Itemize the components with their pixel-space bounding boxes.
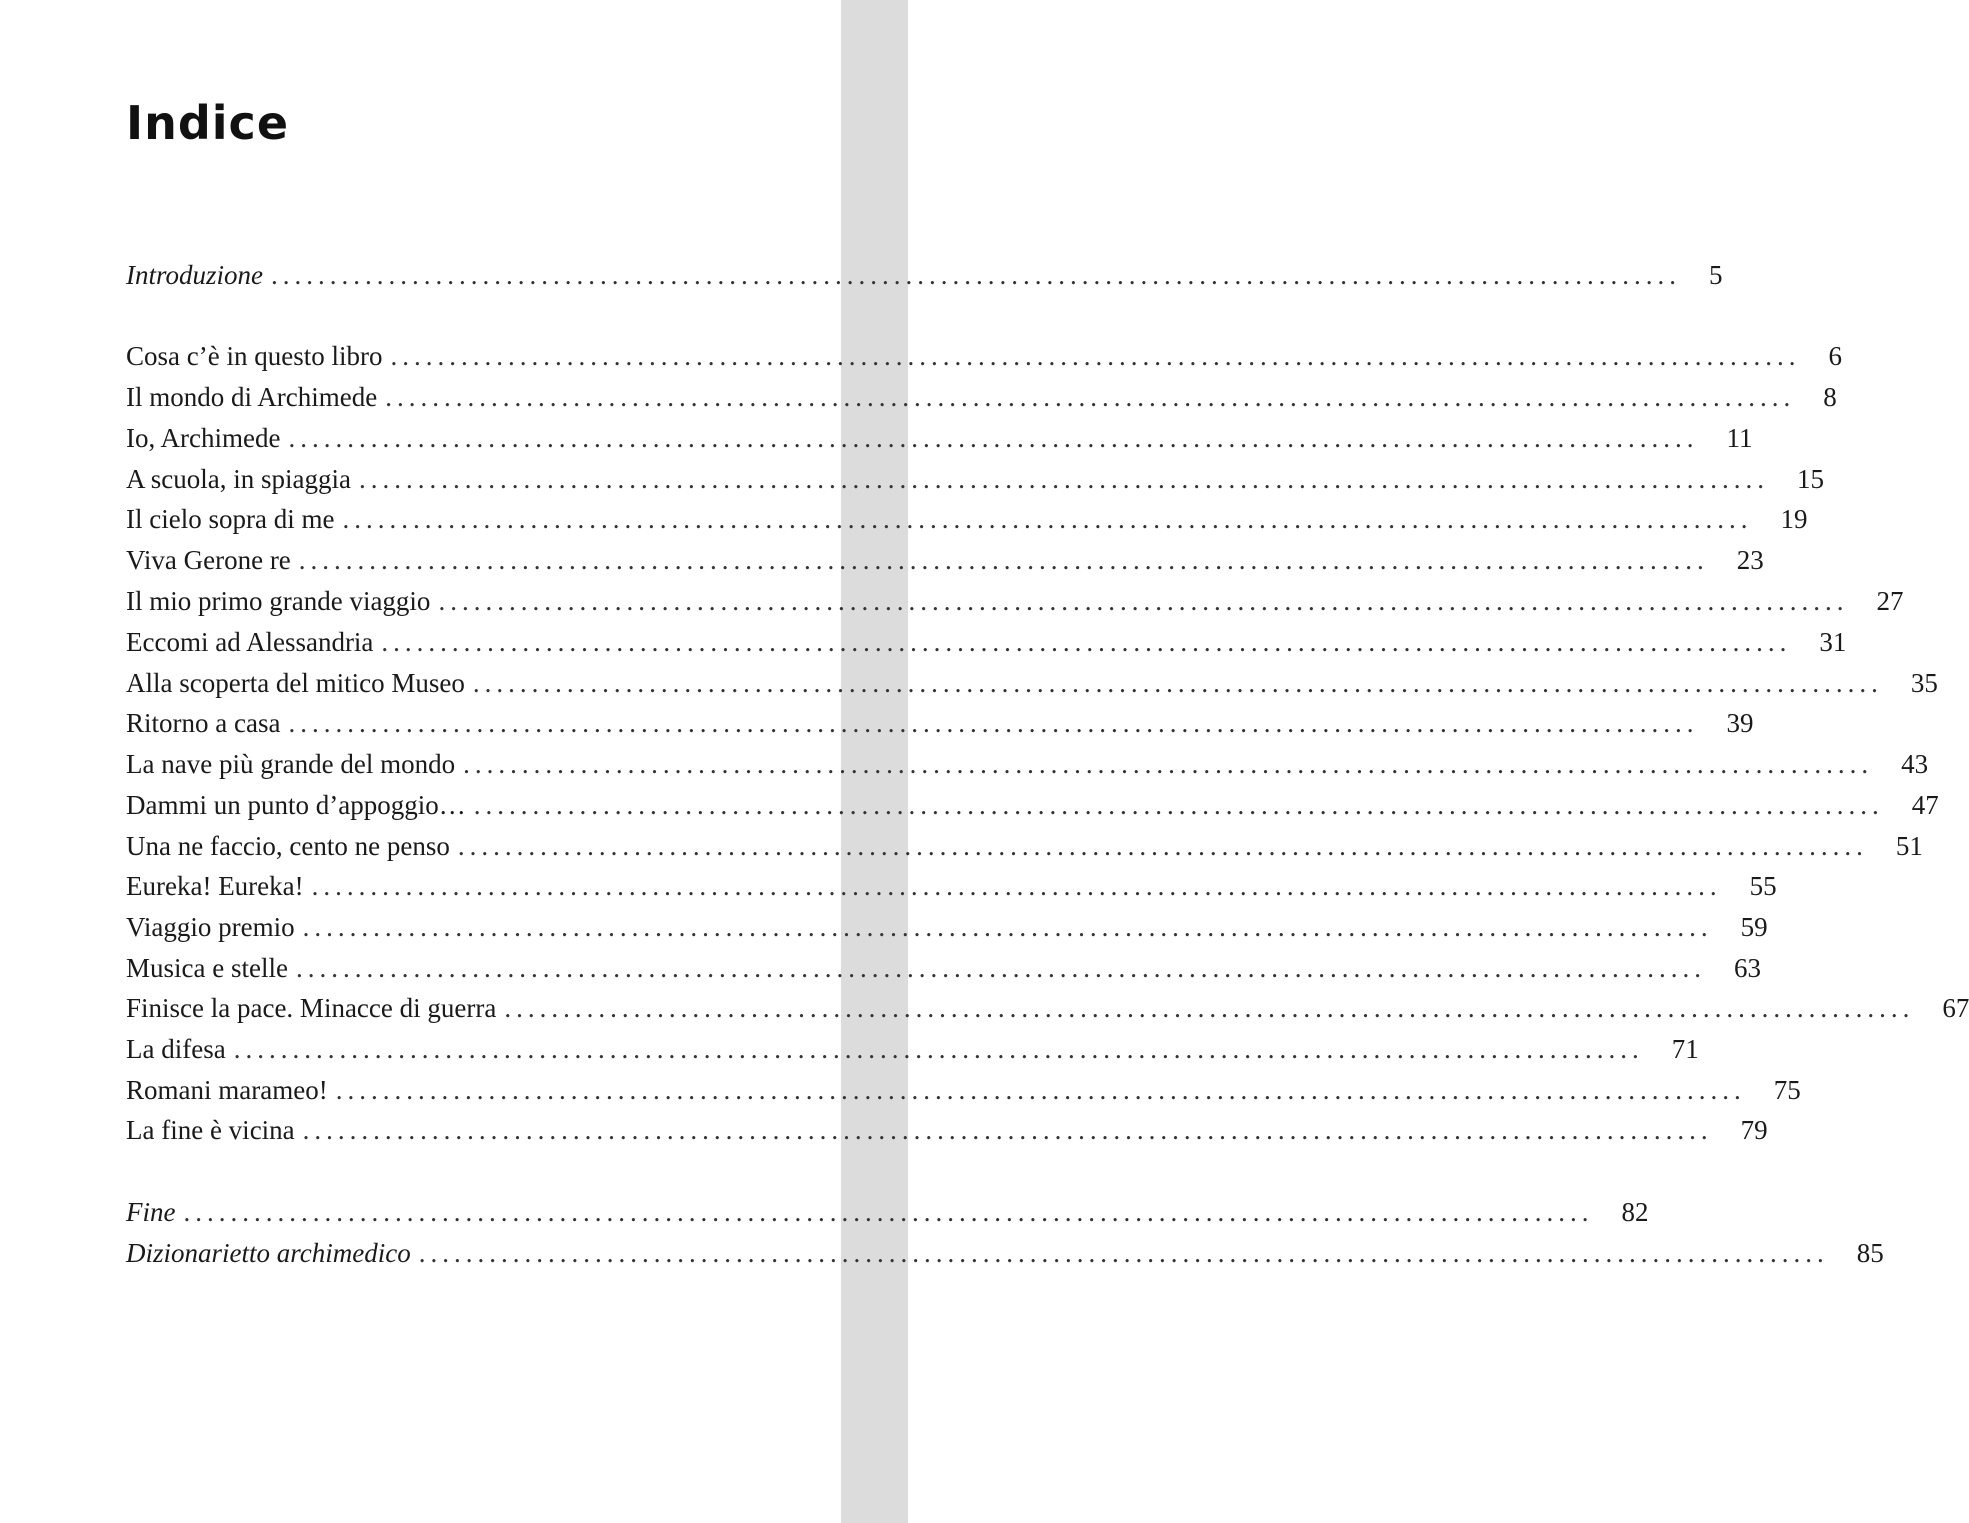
toc-entry-title: Musica e stelle xyxy=(126,953,288,983)
toc-entry xyxy=(126,1110,1768,1150)
toc-entry-page-number: 82 xyxy=(1621,1197,1649,1227)
toc-entry-title: Dizionarietto archimedico xyxy=(126,1238,411,1268)
toc-entry-page-number: 67 xyxy=(1942,993,1969,1023)
toc-entry xyxy=(126,1070,1801,1110)
toc-entry-page-number: 51 xyxy=(1895,831,1923,861)
toc-entry xyxy=(126,622,1847,662)
toc-entry-title: La fine è vicina xyxy=(126,1115,295,1145)
toc-dot-leader: ........................................................................................................................ xyxy=(385,382,1796,412)
toc-entry xyxy=(126,377,1837,417)
toc-entry xyxy=(126,1029,1699,1069)
toc-dot-leader: ........................................................................................................................ xyxy=(298,545,1709,575)
toc-entry-page-number: 19 xyxy=(1780,504,1808,534)
toc-entry-page-number: 75 xyxy=(1773,1075,1801,1105)
toc-entry-title: Cosa c’è in questo libro xyxy=(126,341,383,371)
toc-entry-title: Una ne faccio, cento ne penso xyxy=(126,831,450,861)
toc-entry-page-number: 5 xyxy=(1709,260,1723,290)
toc-entry-page-number: 85 xyxy=(1856,1238,1884,1268)
toc-entry-title: La nave più grande del mondo xyxy=(126,749,456,779)
toc-dot-leader: ........................................................................................................................ xyxy=(438,586,1849,616)
toc-entry xyxy=(126,785,1939,825)
toc-dot-leader: ........................................................................................................................ xyxy=(381,627,1792,657)
toc-entry-page-number: 43 xyxy=(1901,749,1929,779)
toc-dot-leader: ........................................................................................................................ xyxy=(288,708,1699,738)
toc-entry xyxy=(126,540,1764,580)
toc-entry-title: Finisce la pace. Minacce di guerra xyxy=(126,993,497,1023)
toc-dot-leader: ........................................................................................................................ xyxy=(302,912,1713,942)
toc-entry-title: Viva Gerone re xyxy=(126,545,291,575)
toc-entry-title: Eccomi ad Alessandria xyxy=(126,627,374,657)
toc-entry-title: Dammi un punto d’appoggio… xyxy=(126,790,466,820)
toc-dot-leader: ........................................................................................................................ xyxy=(183,1197,1594,1227)
toc-entry xyxy=(126,499,1808,539)
toc-entry xyxy=(126,459,1824,499)
toc-entry-title: Fine xyxy=(126,1197,176,1227)
toc-dot-leader: ........................................................................................................................ xyxy=(335,1075,1746,1105)
toc-dot-leader: ........................................................................................................................ xyxy=(233,1034,1644,1064)
page-title: Indice xyxy=(126,96,290,150)
toc-entry xyxy=(126,948,1761,988)
toc-entry xyxy=(126,1233,1884,1273)
toc-entry xyxy=(126,581,1904,621)
toc-dot-leader: ........................................................................................................................ xyxy=(390,341,1801,371)
toc-dot-leader: ........................................................................................................................ xyxy=(473,790,1884,820)
toc-entry-page-number: 31 xyxy=(1819,627,1847,657)
toc-entry-title: A scuola, in spiaggia xyxy=(126,464,351,494)
toc-entry-title: Io, Archimede xyxy=(126,423,281,453)
toc-entry-page-number: 55 xyxy=(1749,871,1777,901)
toc-entry-title: Romani marameo! xyxy=(126,1075,328,1105)
toc-dot-leader: ........................................................................................................................ xyxy=(418,1238,1829,1268)
toc-entry-page-number: 35 xyxy=(1910,668,1938,698)
toc-entry-page-number: 6 xyxy=(1828,341,1842,371)
toc-entry-title: Eureka! Eureka! xyxy=(126,871,304,901)
toc-entry-page-number: 23 xyxy=(1736,545,1764,575)
toc-dot-leader: ........................................................................................................................ xyxy=(472,668,1883,698)
toc-entry-page-number: 47 xyxy=(1911,790,1939,820)
toc-dot-leader: ........................................................................................................................ xyxy=(295,953,1706,983)
toc-dot-leader: ........................................................................................................................ xyxy=(358,464,1769,494)
toc-entry-title: Viaggio premio xyxy=(126,912,295,942)
toc-entry-page-number: 8 xyxy=(1823,382,1837,412)
toc-dot-leader: ........................................................................................................................ xyxy=(302,1115,1713,1145)
toc-dot-leader: ........................................................................................................................ xyxy=(311,871,1722,901)
toc-entry xyxy=(126,907,1768,947)
toc-dot-leader: ........................................................................................................................ xyxy=(342,504,1753,534)
toc-entry xyxy=(126,255,1723,295)
toc-dot-leader: ........................................................................................................................ xyxy=(271,260,1681,290)
toc-entry-title: Il mio primo grande viaggio xyxy=(126,586,431,616)
toc-entry-page-number: 63 xyxy=(1733,953,1761,983)
toc-entry xyxy=(126,744,1929,784)
toc-entry-page-number: 39 xyxy=(1726,708,1754,738)
toc-entry-title: Alla scoperta del mitico Museo xyxy=(126,668,465,698)
toc-entry-title: La difesa xyxy=(126,1034,226,1064)
toc-entry-page-number: 79 xyxy=(1740,1115,1768,1145)
toc-entry-page-number: 11 xyxy=(1726,423,1753,453)
toc-entry-page-number: 59 xyxy=(1740,912,1768,942)
toc-entry xyxy=(126,1192,1649,1232)
toc-entry xyxy=(126,866,1777,906)
toc-dot-leader: ........................................................................................................................ xyxy=(288,423,1699,453)
toc-entry xyxy=(126,418,1753,458)
toc-entry-page-number: 27 xyxy=(1876,586,1904,616)
toc-dot-leader: ........................................................................................................................ xyxy=(504,993,1915,1023)
toc-entry-title: Il mondo di Archimede xyxy=(126,382,378,412)
toc-entry-page-number: 15 xyxy=(1796,464,1824,494)
toc-entry-title: Introduzione xyxy=(126,260,263,290)
toc-entry-page-number: 71 xyxy=(1671,1034,1699,1064)
toc-entry-title: Il cielo sopra di me xyxy=(126,504,335,534)
toc-entry xyxy=(126,988,1969,1028)
toc-entry xyxy=(126,663,1938,703)
toc-entry xyxy=(126,826,1923,866)
toc-entry xyxy=(126,336,1842,376)
toc-entry-title: Ritorno a casa xyxy=(126,708,281,738)
toc-dot-leader: ........................................................................................................................ xyxy=(457,831,1868,861)
toc-entry xyxy=(126,703,1754,743)
toc-dot-leader: ........................................................................................................................ xyxy=(463,749,1874,779)
